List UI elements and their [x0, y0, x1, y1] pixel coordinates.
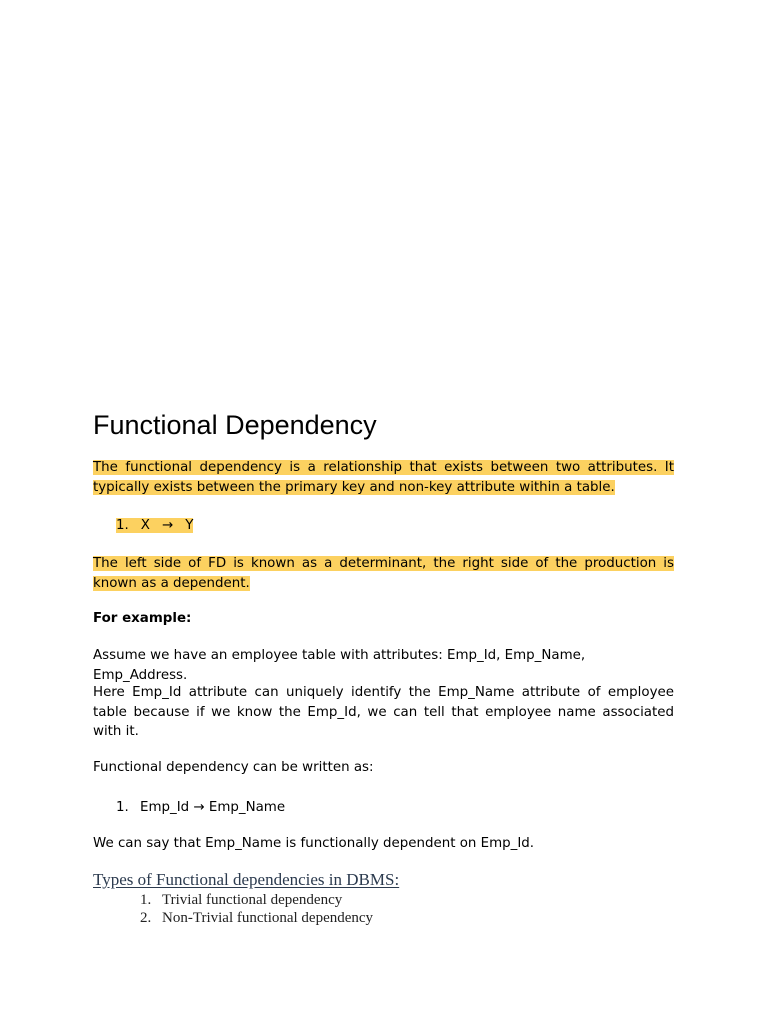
intro-paragraph — [93, 458, 674, 497]
fd-notation-number: 1. — [116, 518, 129, 533]
intro-highlight: The functional dependency is a relationship that exists between two attributes. It typically exists between the primary key and non-key attribute within a table. — [93, 460, 674, 495]
fd-notation-left: X — [140, 518, 150, 533]
types-list — [140, 891, 373, 927]
types-heading: Types of Functional dependencies in DBMS: — [93, 870, 400, 889]
example-intro-paragraph: Assume we have an employee table with attributes: Emp_Id, Emp_Name, Emp_Address. — [93, 648, 586, 683]
fd-notation — [116, 516, 193, 536]
list-item-number: 2. — [140, 910, 152, 926]
list-item — [140, 891, 373, 909]
list-item-number: 1. — [140, 892, 152, 908]
fd-notation-right: Y — [185, 518, 194, 533]
fd-notation-highlight — [116, 518, 193, 533]
determinant-paragraph — [93, 554, 674, 593]
list-item — [140, 909, 373, 927]
example-fd-item — [116, 798, 285, 818]
example-fd-text: Emp_Id → Emp_Name — [140, 800, 286, 815]
written-as-paragraph: Functional dependency can be written as: — [93, 760, 374, 775]
page-title: Functional Dependency — [93, 410, 377, 440]
list-item-text: Non-Trivial functional dependency — [162, 910, 374, 926]
example-fd-number: 1. — [116, 800, 129, 815]
conclusion-paragraph: We can say that Emp_Name is functionally dependent on Emp_Id. — [93, 836, 535, 851]
fd-notation-arrow: → — [161, 518, 174, 533]
determinant-highlight: The left side of FD is known as a determinant, the right side of the production is known as a dependent. — [93, 556, 674, 591]
list-item-text: Trivial functional dependency — [162, 892, 343, 908]
example-explanation-paragraph: Here Emp_Id attribute can uniquely identify the Emp_Name attribute of employee table because if we know the Emp_Id, we can tell that employee name associated with it. — [93, 685, 674, 739]
example-label: For example: — [93, 611, 192, 626]
